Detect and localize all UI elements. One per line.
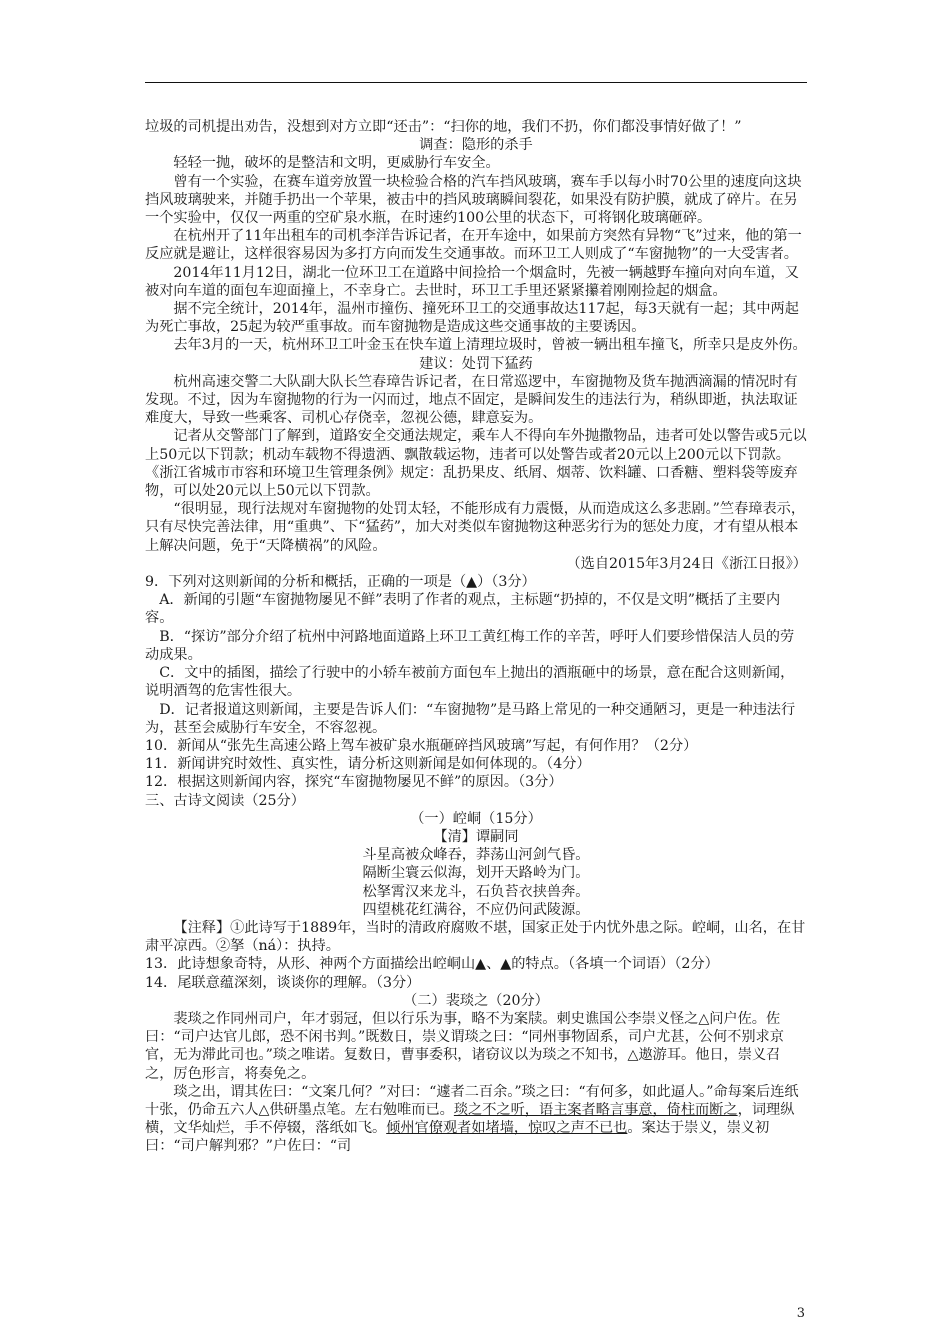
paragraph: 曾有一个实验，在赛车道旁放置一块检验合格的汽车挡风玻璃，赛车手以每小时70公里的速度向这块挡风玻璃驶来，并随手扔出一个苹果，被击中的挡风玻璃瞬间裂花，如果没有防护膜，就成了碎片。在另一个实验中，仅仅一两重的空矿泉水瓶，在时速约100公里的状态下，可将钢化玻璃砸碎。 <box>145 173 802 227</box>
prose-paragraph <box>145 1083 807 1156</box>
prose-text: 。案达于崇义，崇义初曰：“司户解判邪？”户佐曰：“司 <box>145 1120 770 1155</box>
question-11: 11．新闻讲究时效性、真实性，请分析这则新闻是如何体现的。（4分） <box>145 756 591 773</box>
poem-author: 【清】谭嗣同 <box>433 828 519 845</box>
continued-paragraph: 垃圾的司机提出劝告，没想到对方立即“还击”：“扫你的地，我们不扔，你们都没事情好做了！” <box>145 119 742 135</box>
source-citation: （选自2015年3月24日《浙江日报》） <box>566 555 807 572</box>
section-heading-investigation: 调查：隐形的杀手 <box>419 137 533 154</box>
document-body <box>145 118 807 1156</box>
question-10: 10．新闻从“张先生高速公路上驾车被矿泉水瓶砸碎挡风玻璃”写起，有何作用？（2分） <box>145 737 698 754</box>
paragraph: 2014年11月12日，湖北一位环卫工在道路中间捡拾一个烟盒时，先被一辆越野车撞向对向车道，又被对向车道的面包车迎面撞上，不幸身亡。去世时，环卫工手里还紧紧攥着刚刚捡起的烟盒。 <box>145 264 799 299</box>
poem-line: 松拏霄汉来龙斗，石负苔衣挟兽奔。 <box>362 883 590 900</box>
poem-line: 隔断尘寰云似海，划开天路岭为门。 <box>362 865 590 882</box>
prose-text: ，词理纵横，文华灿烂，手不停辍，落纸如飞。 <box>145 1101 795 1137</box>
underlined-sentence: 琰之不之听，语主案者略言事意，倚柱而断之 <box>453 1101 738 1118</box>
paragraph: 去年3月的一天，杭州环卫工叶金玉在快车道上清理垃圾时，曾被一辆出租车撞飞，所幸只是皮外伤。 <box>173 337 807 354</box>
poem-note: 【注释】①此诗写于1889年，当时的清政府腐败不堪，国家正处于内忧外患之际。崆峒，山名，在甘肃平凉西。②拏（ná）：执持。 <box>145 919 806 955</box>
option-a: A．新闻的引题“车窗抛物屡见不鲜”表明了作者的观点，主标题“扔掉的，不仅是文明”概括了主要内容。 <box>145 592 781 627</box>
question-12: 12．根据这则新闻内容，探究“车窗抛物屡见不鲜”的原因。（3分） <box>145 774 563 791</box>
prose-paragraph: 裴琰之作同州司户，年才弱冠，但以行乐为事，略不为案牍。刺史谯国公李崇义怪之△问户佐。佐曰：“司户达官儿郎，恐不闲书判。”既数日，崇义谓琰之曰：“同州事物固系，司户尤甚，公何不别求京官，无为滞此司也。”琰之唯诺。复数日，曹事委积，诸窃议以为琰之不知书，△遨游耳。他日，崇义召之，厉色形言，将奏免之。 <box>145 1010 784 1082</box>
paragraph: 轻轻一抛，破坏的是整洁和文明，更威胁行车安全。 <box>173 155 500 172</box>
question-14: 14．尾联意蕴深刻，谈谈你的理解。（3分） <box>145 974 421 991</box>
paragraph: 杭州高速交警二大队副大队长竺春璋告诉记者，在日常巡逻中，车窗抛物及货车抛洒滴漏的情况时有发现。不过，因为车窗抛物的行为一闪而过，地点不固定，是瞬间发生的违法行为，稍纵即逝，执法取证难度大，导致一些乘客、司机心存侥幸，忽视公德，肆意妄为。 <box>145 373 798 427</box>
page-number: 3 <box>796 1306 805 1321</box>
option-d: D．记者报道这则新闻，主要是告诉人们：“车窗抛物”是马路上常见的一种交通陋习，更是一种违法行为，甚至会威胁行车安全，不容忽视。 <box>145 701 796 736</box>
part-3-heading: 三、古诗文阅读（25分） <box>145 792 305 809</box>
paragraph: 在杭州开了11年出租车的司机李洋告诉记者，在开车途中，如果前方突然有异物“飞”过来，他的第一反应就是避让，这样很容易因为多打方向而发生交通事故。而环卫工人则成了“车窗抛物”的一大受害者。 <box>145 228 802 263</box>
prose-subheading: （二）裴琰之（20分） <box>403 992 549 1009</box>
paragraph: 据不完全统计，2014年，温州市撞伤、撞死环卫工的交通事故达117起，每3天就有一起；其中两起为死亡事故，25起为较严重事故。而车窗抛物是造成这些交通事故的主要诱因。 <box>145 301 799 336</box>
poem-line: 四望桃花红满谷，不应仍问武陵源。 <box>362 901 590 918</box>
paragraph: 记者从交警部门了解到，道路安全交通法规定，乘车人不得向车外抛撒物品，违者可处以警告或5元以上50元以下罚款；机动车载物不得遗洒、飘散载运物，违者可以处警告或者20元以上200元以下罚款。《浙江省城市市容和环境卫生管理条例》规定：乱扔果皮、纸屑、烟蒂、饮料罐、口香糖、塑料袋等废弃物，可以处20元以上50元以下罚款。 <box>145 428 807 500</box>
poem-subheading: （一）崆峒（15分） <box>410 810 542 827</box>
option-b: B．“探访”部分介绍了杭州中河路地面道路上环卫工黄红梅工作的辛苦，呼吁人们要珍惜保洁人员的劳动成果。 <box>145 628 795 663</box>
poem-line: 斗星高被众峰吞，莽荡山河剑气昏。 <box>362 847 590 864</box>
question-9: 9．下列对这则新闻的分析和概括，正确的一项是（▲）（3分） <box>145 574 536 591</box>
underlined-sentence: 倾州官僚观者如堵墙，惊叹之声不已也 <box>386 1120 628 1137</box>
paragraph: “很明显，现行法规对车窗抛物的处罚太轻，不能形成有力震慑，从而造成这么多悲剧。”竺春璋表示，只有尽快完善法律，用“重典”、下“猛药”，加大对类似车窗抛物这种恶劣行为的惩处力度，才有望从根本上解决问题，免于“天降横祸”的风险。 <box>145 501 806 554</box>
question-13: 13．此诗想象奇特，从形、神两个方面描绘出崆峒山▲、▲的特点。（各填一个词语）（2分） <box>145 956 719 973</box>
header-rule <box>145 82 807 83</box>
section-heading-suggestion: 建议：处罚下猛药 <box>419 355 533 372</box>
option-c: C．文中的插图，描绘了行驶中的小轿车被前方面包车上抛出的酒瓶砸中的场景，意在配合这则新闻，说明酒驾的危害性很大。 <box>145 665 795 700</box>
prose-text: 琰之出，谓其佐曰：“文案几何？”对曰：“遽者二百余。”琰之曰：“有何多，如此逼人。”命每案后连纸十张，仍命五六人△供研墨点笔。左右勉唯而已。 <box>145 1083 799 1118</box>
